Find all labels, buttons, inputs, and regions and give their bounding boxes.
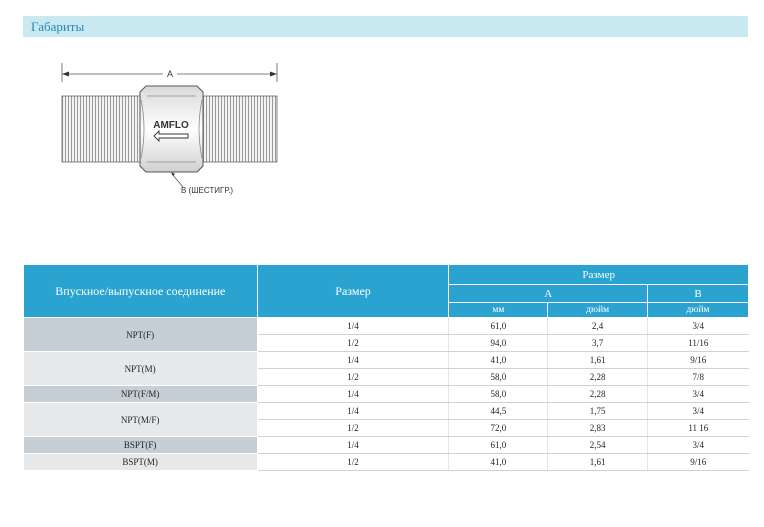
a-mm-cell: 61,0 (449, 318, 548, 335)
a-mm-cell: 41,0 (449, 352, 548, 369)
right-thread (203, 96, 277, 162)
b-in-cell: 3/4 (648, 386, 749, 403)
b-in-cell: 3/4 (648, 318, 749, 335)
size-cell: 1/2 (257, 335, 449, 352)
amflo-logo: AMFLO (153, 120, 189, 131)
header-a-mm: мм (449, 303, 548, 318)
a-in-cell: 2,54 (548, 437, 648, 454)
table-row (24, 403, 749, 420)
a-in-cell: 3,7 (548, 335, 648, 352)
a-mm-cell: 44,5 (449, 403, 548, 420)
section-title: Габариты (31, 19, 85, 34)
connection-cell: NPT(F/M) (24, 386, 258, 403)
a-in-cell: 2,28 (548, 386, 648, 403)
size-cell: 1/4 (257, 352, 449, 369)
header-connection: Впускное/выпускное соединение (24, 265, 258, 318)
connection-cell: BSPT(M) (24, 454, 258, 471)
header-b: B (648, 285, 749, 303)
connection-cell: NPT(M) (24, 352, 258, 386)
b-in-cell: 9/16 (648, 454, 749, 471)
b-in-cell: 7/8 (648, 369, 749, 386)
dimensions-table (23, 264, 749, 471)
b-in-cell: 3/4 (648, 437, 749, 454)
a-mm-cell: 58,0 (449, 369, 548, 386)
size-cell: 1/4 (257, 403, 449, 420)
table-row (24, 352, 749, 369)
a-mm-cell: 94,0 (449, 335, 548, 352)
size-cell: 1/2 (257, 369, 449, 386)
table-row (24, 386, 749, 403)
table-row (24, 318, 749, 335)
b-in-cell: 11/16 (648, 335, 749, 352)
b-in-cell: 11 16 (648, 420, 749, 437)
dimensions-table-body (24, 318, 749, 471)
header-a: A (449, 285, 648, 303)
a-mm-cell: 61,0 (449, 437, 548, 454)
size-cell: 1/4 (257, 318, 449, 335)
a-mm-cell: 58,0 (449, 386, 548, 403)
a-in-cell: 2,4 (548, 318, 648, 335)
a-in-cell: 1,61 (548, 454, 648, 471)
size-cell: 1/4 (257, 437, 449, 454)
dimension-a-label: A (166, 69, 174, 79)
table-row (24, 437, 749, 454)
a-in-cell: 2,28 (548, 369, 648, 386)
a-in-cell: 1,75 (548, 403, 648, 420)
header-dimension: Размер (449, 265, 749, 285)
a-in-cell: 1,61 (548, 352, 648, 369)
connection-cell: BSPT(F) (24, 437, 258, 454)
table-row (24, 454, 749, 471)
a-in-cell: 2,83 (548, 420, 648, 437)
connection-cell: NPT(F) (24, 318, 258, 352)
valve-dimension-drawing (55, 60, 295, 210)
size-cell: 1/4 (257, 386, 449, 403)
b-in-cell: 3/4 (648, 403, 749, 420)
header-b-inch: дюйм (648, 303, 749, 318)
a-mm-cell: 41,0 (449, 454, 548, 471)
header-a-inch: дюйм (548, 303, 648, 318)
connection-cell: NPT(M/F) (24, 403, 258, 437)
section-header-bar (23, 16, 748, 37)
left-thread (62, 96, 140, 162)
dimension-b-label: B (ШЕСТИГР.) (181, 186, 234, 195)
b-in-cell: 9/16 (648, 352, 749, 369)
header-size: Размер (257, 265, 449, 318)
size-cell: 1/2 (257, 454, 449, 471)
a-mm-cell: 72,0 (449, 420, 548, 437)
size-cell: 1/2 (257, 420, 449, 437)
